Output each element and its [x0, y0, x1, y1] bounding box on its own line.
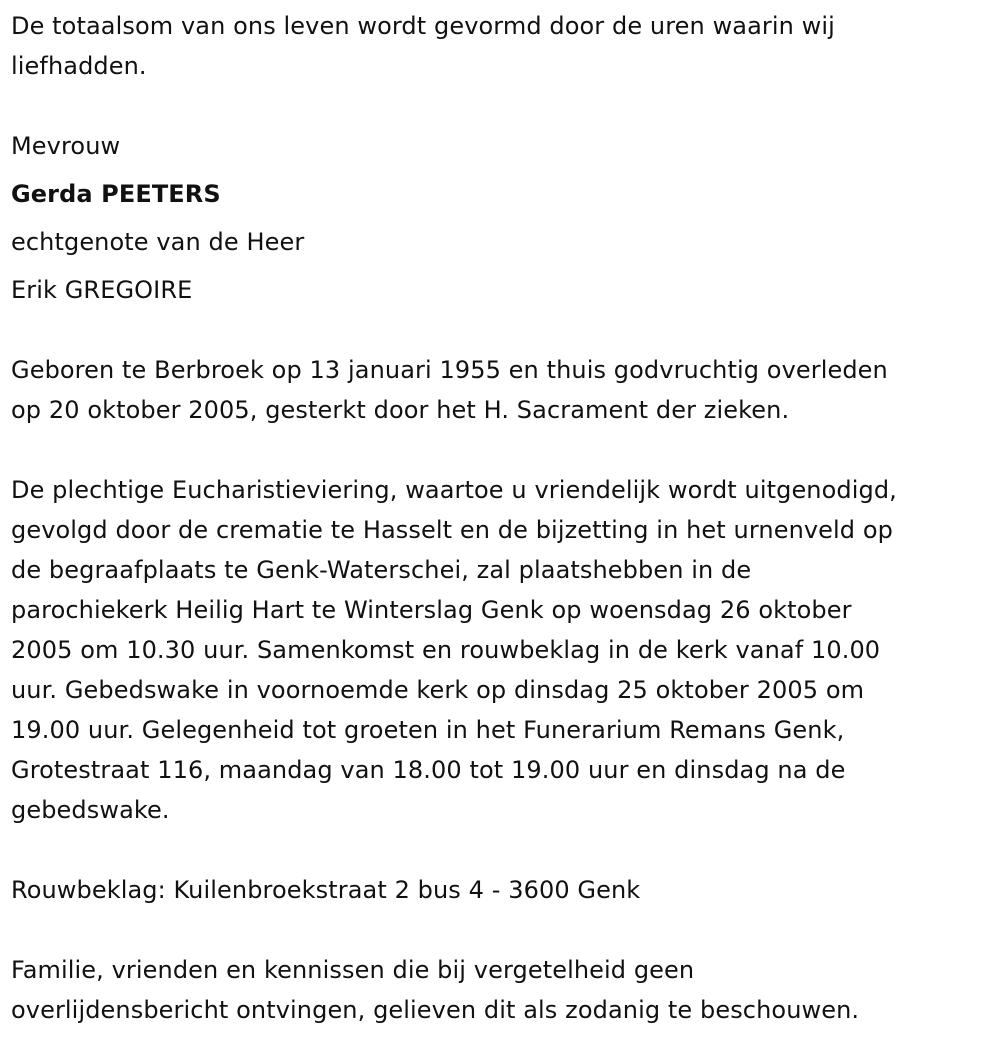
- spouse-name: Erik GREGOIRE: [11, 276, 193, 304]
- salutation: Mevrouw: [11, 132, 121, 160]
- closing-line: overlijdensbericht ontvingen, gelieven dit als zodanig te beschouwen.: [11, 996, 860, 1024]
- condolence-paragraph: [11, 870, 640, 910]
- ceremony-line: uur. Gebedswake in voornoemde kerk op dinsdag 25 oktober 2005 om: [11, 676, 865, 704]
- deceased-block: [11, 122, 304, 314]
- ceremony-line: De plechtige Eucharistieviering, waartoe u vriendelijk wordt uitgenodigd,: [11, 476, 897, 504]
- ceremony-line: parochiekerk Heilig Hart te Winterslag Genk op woensdag 26 oktober: [11, 596, 852, 624]
- birth-death-line: op 20 oktober 2005, gesterkt door het H. Sacrament der zieken.: [11, 396, 790, 424]
- ceremony-paragraph: [11, 470, 897, 830]
- ceremony-line: 2005 om 10.30 uur. Samenkomst en rouwbeklag in de kerk vanaf 10.00: [11, 636, 881, 664]
- opening-quote: [11, 6, 835, 86]
- closing-paragraph: [11, 950, 859, 1030]
- ceremony-line: 19.00 uur. Gelegenheid tot groeten in het Funerarium Remans Genk,: [11, 716, 845, 744]
- ceremony-line: gebedswake.: [11, 796, 170, 824]
- birth-death-line: Geboren te Berbroek op 13 januari 1955 en thuis godvruchtig overleden: [11, 356, 888, 384]
- condolence-address: Rouwbeklag: Kuilenbroekstraat 2 bus 4 - 3600 Genk: [11, 876, 641, 904]
- deceased-name: Gerda PEETERS: [11, 180, 221, 208]
- ceremony-line: Grotestraat 116, maandag van 18.00 tot 19.00 uur en dinsdag na de: [11, 756, 846, 784]
- closing-line: Familie, vrienden en kennissen die bij vergetelheid geen: [11, 956, 695, 984]
- quote-line: liefhadden.: [11, 52, 147, 80]
- ceremony-line: de begraafplaats te Genk-Waterschei, zal plaatshebben in de: [11, 556, 752, 584]
- birth-death-paragraph: [11, 350, 888, 430]
- quote-line: De totaalsom van ons leven wordt gevormd door de uren waarin wij: [11, 12, 835, 40]
- ceremony-line: gevolgd door de crematie te Hasselt en de bijzetting in het urnenveld op: [11, 516, 893, 544]
- relation-text: echtgenote van de Heer: [11, 228, 305, 256]
